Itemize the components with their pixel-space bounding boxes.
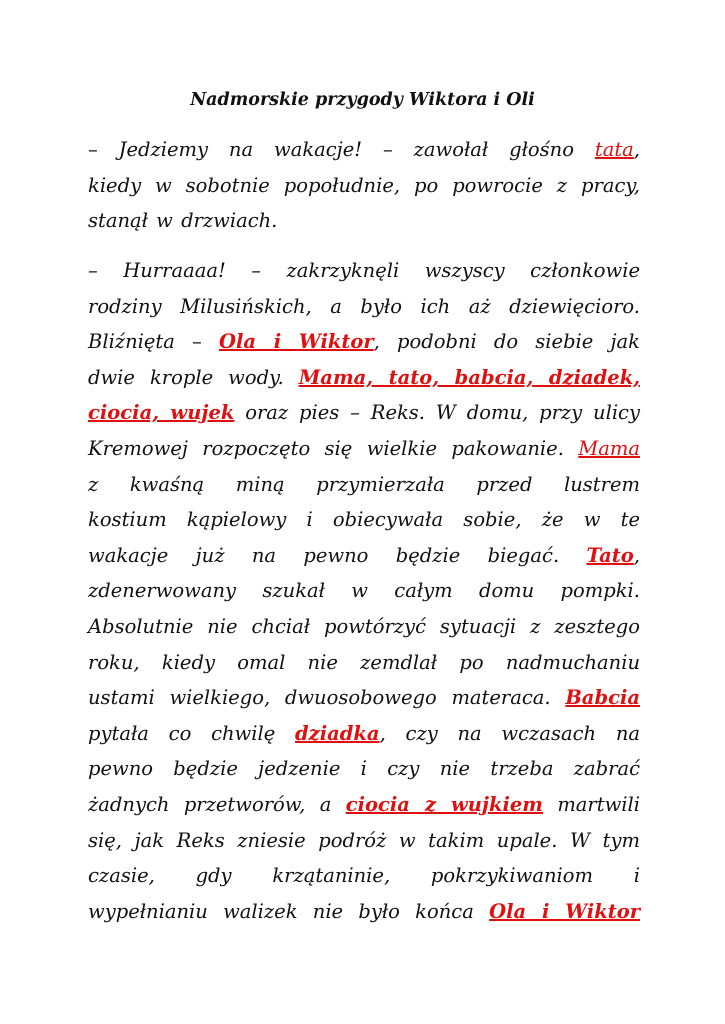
highlighted-word: dziadka (295, 721, 380, 745)
paragraph-2 (88, 253, 640, 929)
text-line (88, 395, 640, 431)
text-line: roku, kiedy omal nie zemdlał po nadmuchaniu (88, 650, 640, 674)
highlighted-word: Tato (586, 543, 634, 567)
text-line (88, 431, 640, 467)
text-line: – Hurraaaa! – zakrzyknęli wszyscy członkowie (88, 259, 640, 282)
text-line (88, 132, 640, 168)
text-line: się, jak Reks zniesie podróż w takim upale. W tym (88, 828, 640, 852)
text-line: kostium kąpielowy i obiecywała sobie, że w te (88, 508, 640, 532)
text-segment: wypełnianiu walizek nie było końca (88, 899, 490, 923)
text-segment: , (633, 543, 640, 567)
text-line: zdenerwowany szukał w całym domu pompki. (88, 579, 640, 603)
text-segment: – Jedziemy na wakacje! – zawołał głośno (88, 138, 595, 161)
document-title: Nadmorskie przygody Wiktora i Oli (190, 90, 535, 110)
highlighted-phrase: Mama, tato, babcia, dziadek, (298, 365, 640, 389)
text-line: rodziny Milusińskich, a było ich aż dziewięcioro. (88, 294, 640, 318)
highlighted-word: tata (594, 138, 634, 161)
highlighted-phrase: ciocia z wujkiem (345, 792, 543, 816)
text-line (88, 360, 640, 396)
highlighted-phrase: Ola i Wiktor (218, 330, 374, 354)
text-line (88, 680, 640, 716)
text-line (88, 894, 640, 930)
text-segment: , podobni do siebie jak (373, 330, 640, 354)
highlighted-phrase: ciocia, wujek (88, 401, 235, 425)
text-segment: martwili (542, 792, 640, 816)
text-line: z kwaśną miną przymierzała przed lustrem (88, 472, 640, 496)
text-segment: , czy na wczasach na (379, 721, 640, 745)
text-segment: dwie krople wody. (88, 365, 299, 389)
text-line: czasie, gdy krzątaninie, pokrzykiwaniom i (88, 864, 640, 888)
highlighted-word: Babcia (565, 686, 640, 710)
text-line: pewno będzie jedzenie i czy nie trzeba zabrać (88, 757, 640, 781)
text-segment: żadnych przetworów, a (88, 792, 346, 816)
text-segment: oraz pies – Reks. W domu, przy ulicy (234, 401, 640, 425)
highlighted-word: Mama (578, 436, 640, 460)
text-segment: pytała co chwilę (88, 721, 296, 745)
text-line: kiedy w sobotnie popołudnie, po powrocie z pracy, (88, 173, 640, 197)
text-segment: ustami wielkiego, dwuosobowego materaca. (88, 686, 566, 710)
text-segment: , (633, 138, 640, 161)
text-line (88, 716, 640, 752)
text-line: stanął w drzwiach. (88, 209, 278, 233)
text-line: Absolutnie nie chciał powtórzyć sytuacji z zesztego (88, 614, 640, 638)
text-segment: Bliźnięta – (88, 330, 219, 354)
highlighted-phrase: Ola i Wiktor (489, 899, 640, 923)
text-line (88, 787, 640, 823)
text-segment: Kremowej rozpoczęto się wielkie pakowanie. (88, 436, 579, 460)
text-segment: wakacje już na pewno będzie biegać. (88, 543, 587, 567)
text-line (88, 324, 640, 360)
paragraph-1 (88, 132, 640, 239)
text-line (88, 538, 640, 574)
